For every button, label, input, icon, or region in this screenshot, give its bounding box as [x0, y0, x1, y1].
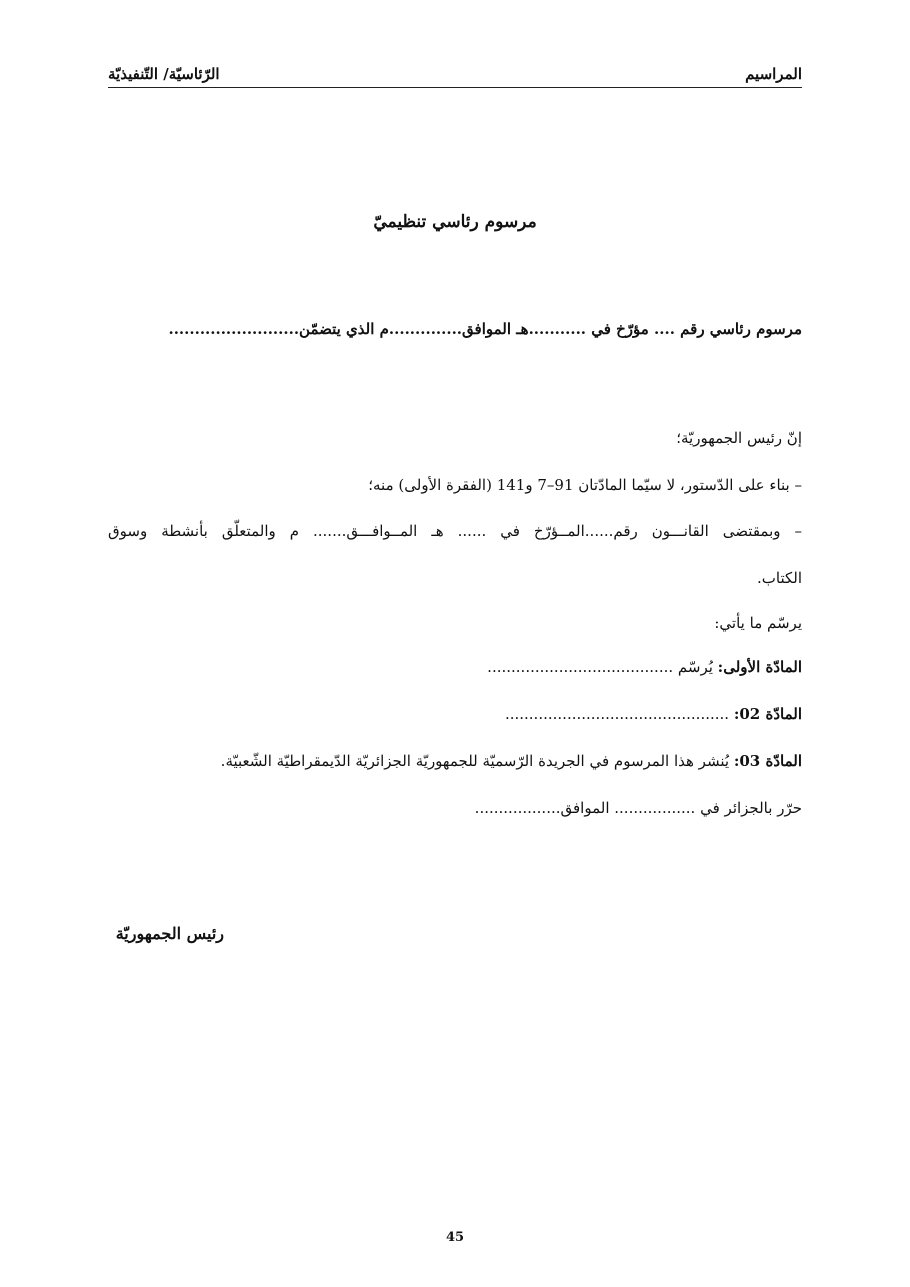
law-reference-line-1: – وبمقتضى القانـــون رقم......المــؤرّخ في ...... هـ المــوافـــق....... م والمتعلّق بأنشطة وسوق — [108, 522, 802, 540]
page-header — [108, 56, 802, 88]
header-right-text: المراسيم — [745, 65, 802, 83]
president-intro: إنّ رئيس الجمهوريّة؛ — [676, 429, 802, 447]
article-3-label: المادّة 03: — [733, 752, 802, 770]
article-2-label: المادّة 02: — [733, 705, 802, 723]
article-1-label: المادّة الأولى: — [717, 658, 802, 676]
article-3 — [108, 750, 802, 772]
article-1 — [108, 656, 802, 678]
document-title: مرسوم رئاسي تنظيميّ — [373, 212, 537, 232]
law-reference-line-2: الكتاب. — [756, 569, 802, 587]
header-left-text: الرّئاسيّة/ التّنفيذيّة — [108, 65, 220, 83]
signature-president: رئيس الجمهوريّة — [115, 924, 224, 943]
decrees-intro: يرسّم ما يأتي: — [714, 614, 802, 632]
article-2-text: ............................................... — [504, 705, 734, 723]
article-2 — [108, 703, 802, 725]
decree-reference-line: مرسوم رئاسي رقم .... مؤرّخ في ...........هـ الموافق..............م الذي يتضمّن......................... — [168, 320, 802, 338]
page-number: 45 — [445, 1230, 465, 1245]
done-at-line: حرّر بالجزائر في ................. الموافق.................. — [474, 799, 802, 817]
article-1-text: يُرسّم ....................................... — [487, 658, 718, 676]
article-3-text: يُنشر هذا المرسوم في الجريدة الرّسميّة للجمهوريّة الجزائريّة الدّيمقراطيّة الشّعبيّة. — [220, 752, 734, 770]
constitution-reference: – بناء على الدّستور، لا سيّما المادّتان 91–7 و141 (الفقرة الأولى) منه؛ — [368, 476, 802, 494]
